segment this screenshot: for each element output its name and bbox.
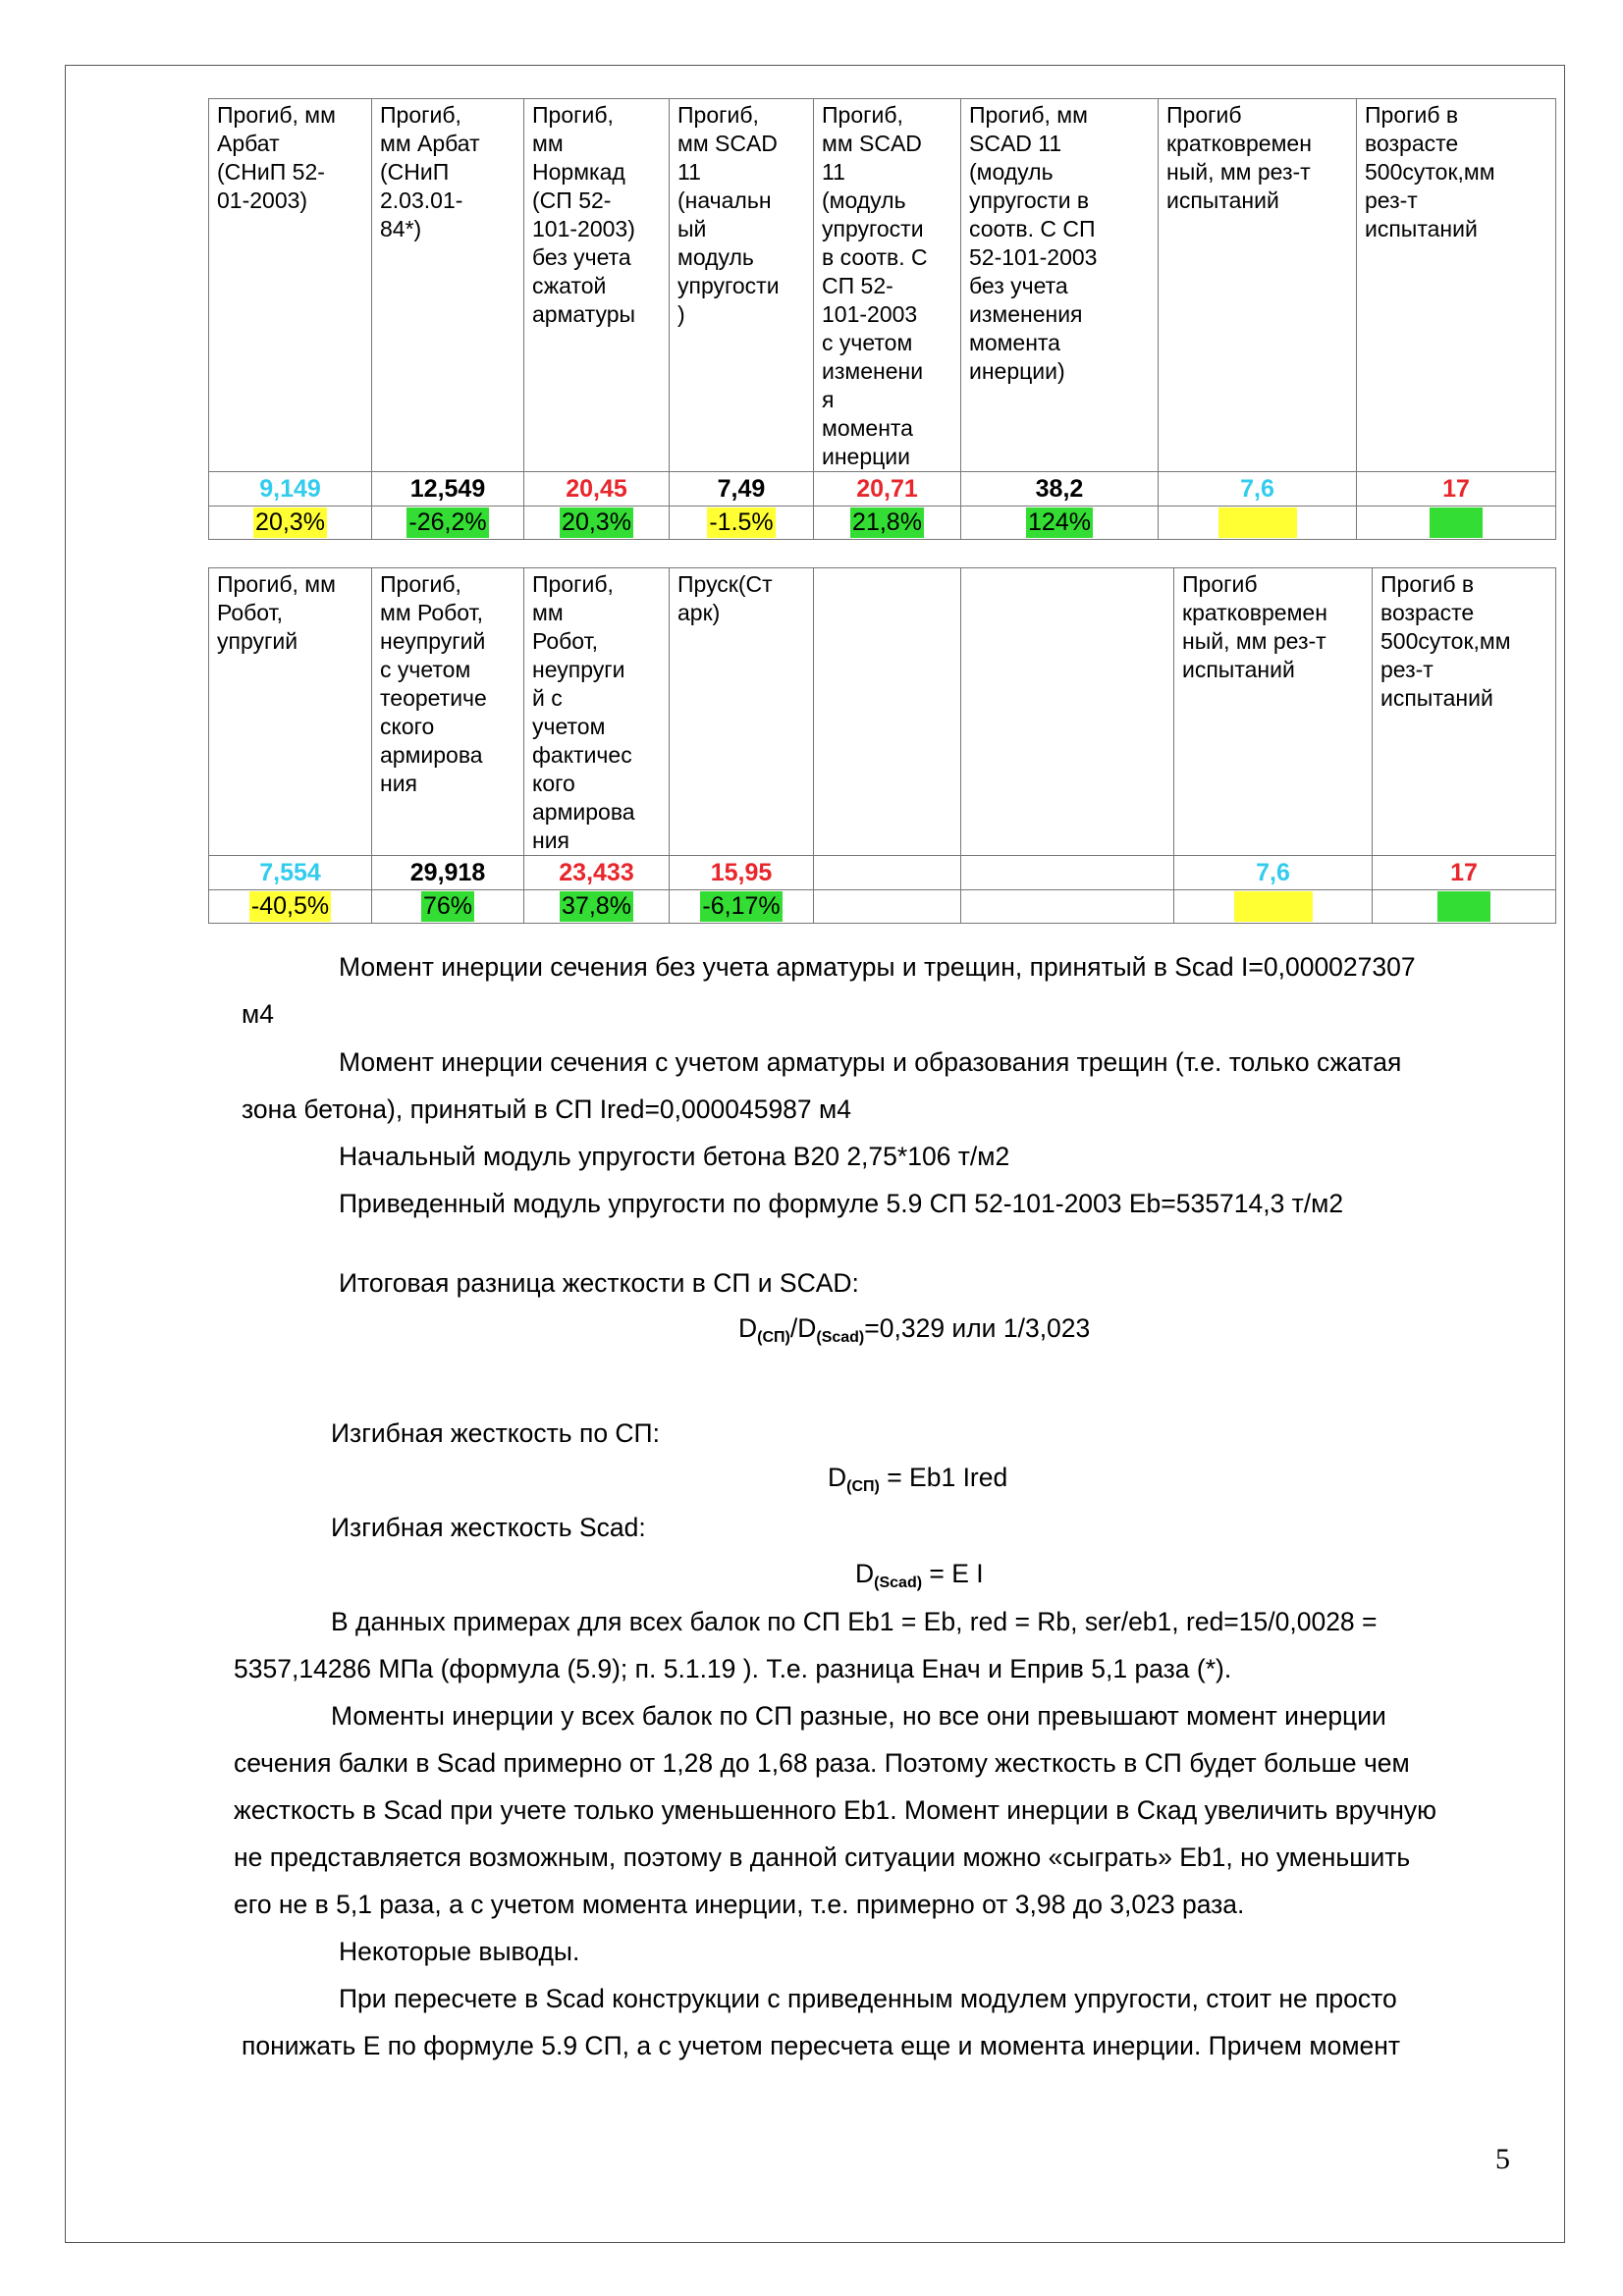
header-cell: Прогиб, мм Нормкад (СП 52- 101-2003) без учета сжатой арматуры <box>524 99 670 472</box>
value-cell: 7,6 <box>1159 472 1357 507</box>
table-percent-row <box>209 890 1556 924</box>
value-cell: 7,49 <box>670 472 814 507</box>
formula-stiffness-ratio: $D_{(СП)}/D_{(Scad)}=0,329$ или 1/3,023 <box>738 1313 1091 1346</box>
value-cell: 17 <box>1357 472 1556 507</box>
paragraph-conclusion-1-cont: понижать Е по формуле 5.9 СП, а с учетом пересчета еще и момента инерции. Причем момент <box>242 2031 1401 2060</box>
percent-cell: 37,8% <box>524 890 670 924</box>
header-cell: Прогиб, мм Арбат (СНиП 52- 01-2003) <box>209 99 372 472</box>
percent-cell: 20,3% <box>524 507 670 540</box>
percent-cell: 21,8% <box>814 507 961 540</box>
table-header-row <box>209 568 1556 856</box>
paragraph-moments-4: не представляется возможным, поэтому в данной ситуации можно «сыграть» Eb1, но уменьшить <box>234 1842 1411 1872</box>
percent-cell: -6,17% <box>670 890 814 924</box>
paragraph-stiffness-diff: Итоговая разница жесткости в СП и SCAD: <box>339 1268 859 1298</box>
paragraph-moments-5: его не в 5,1 раза, а с учетом момента инерции, т.е. примерно от 3,98 до 3,023 раза. <box>234 1890 1245 1919</box>
value-cell: 7,6 <box>1174 856 1373 890</box>
table-values-row <box>209 856 1556 890</box>
value-cell: 7,554 <box>209 856 372 890</box>
paragraph-moment-scad-cont: м4 <box>242 999 274 1029</box>
header-cell: Прогиб, мм SCAD 11 (модуль упругости в соотв. С СП 52-101-2003 без учета изменения момента инерции) <box>961 99 1159 472</box>
value-cell <box>961 856 1174 890</box>
percent-cell: -40,5% <box>209 890 372 924</box>
header-cell: Прогиб в возрасте 500суток,мм рез-т испытаний <box>1357 99 1556 472</box>
percent-cell: 76% <box>372 890 524 924</box>
header-cell: Прогиб кратковремен ный, мм рез-т испытаний <box>1174 568 1373 856</box>
percent-cell: 20,3% <box>209 507 372 540</box>
percent-cell: 124% <box>961 507 1159 540</box>
header-cell: Прогиб, мм Арбат (СНиП 2.03.01- 84*) <box>372 99 524 472</box>
header-cell: Прогиб, мм SCAD 11 (модуль упругости в соотв. С СП 52- 101-2003 с учетом изменени я момента инерции <box>814 99 961 472</box>
header-cell: Прогиб, мм SCAD 11 (начальн ый модуль упругости ) <box>670 99 814 472</box>
deflection-table-robot <box>208 567 1556 924</box>
paragraph-initial-modulus: Начальный модуль упругости бетона В20 2,75*106 т/м2 <box>339 1142 1010 1171</box>
paragraph-examples: В данных примерах для всех балок по СП Eb1 = Eb, red = Rb, ser/eb1, red=15/0,0028 = <box>331 1607 1378 1636</box>
value-cell: 17 <box>1373 856 1556 890</box>
percent-cell <box>1357 507 1556 540</box>
table-header-row <box>209 99 1556 472</box>
value-cell: 23,433 <box>524 856 670 890</box>
paragraph-conclusion-1: При пересчете в Scad конструкции с приведенным модулем упругости, стоит не просто <box>339 1984 1397 2013</box>
page-number: 5 <box>1495 2143 1510 2175</box>
paragraph-moments-2: сечения балки в Scad примерно от 1,28 до 1,68 раза. Поэтому жесткость в СП будет больше чем <box>234 1748 1410 1778</box>
table-values-row <box>209 472 1556 507</box>
paragraph-moments-3: жесткость в Scad при учете только уменьшенного Eb1. Момент инерции в Скад увеличить вручную <box>234 1795 1437 1825</box>
header-cell: Прогиб, мм Робот, упругий <box>209 568 372 856</box>
paragraph-reduced-modulus: Приведенный модуль упругости по формуле 5.9 СП 52-101-2003 Eb=535714,3 т/м2 <box>339 1189 1344 1218</box>
paragraph-bending-scad: Изгибная жесткость Scad: <box>331 1513 646 1542</box>
header-cell <box>814 568 961 856</box>
value-cell: 20,45 <box>524 472 670 507</box>
header-cell <box>961 568 1174 856</box>
value-cell: 29,918 <box>372 856 524 890</box>
value-cell: 9,149 <box>209 472 372 507</box>
value-cell: 12,549 <box>372 472 524 507</box>
table-percent-row <box>209 507 1556 540</box>
header-cell: Прогиб в возрасте 500суток,мм рез-т испытаний <box>1373 568 1556 856</box>
percent-cell: -1.5% <box>670 507 814 540</box>
paragraph-conclusions-heading: Некоторые выводы. <box>339 1937 580 1966</box>
highlight-block <box>1234 891 1313 922</box>
value-cell: 38,2 <box>961 472 1159 507</box>
percent-cell: -26,2% <box>372 507 524 540</box>
header-cell: Пруск(Ст арк) <box>670 568 814 856</box>
header-cell: Прогиб, мм Робот, неупруги й с учетом фактичес кого армирова ния <box>524 568 670 856</box>
formula-bending-scad: $D_{(Scad)} = E$ I <box>855 1559 984 1591</box>
percent-cell <box>814 890 961 924</box>
percent-cell <box>1174 890 1373 924</box>
formula-bending-sp: $D_{(СП)} = Eb1$ Ired <box>828 1463 1008 1495</box>
percent-cell <box>961 890 1174 924</box>
header-cell: Прогиб, мм Робот, неупругий с учетом теоретиче ского армирова ния <box>372 568 524 856</box>
paragraph-moment-sp-cont: зона бетона), принятый в СП Ired=0,000045987 м4 <box>242 1095 851 1124</box>
highlight-block <box>1430 507 1483 538</box>
paragraph-moment-sp: Момент инерции сечения с учетом арматуры и образования трещин (т.е. только сжатая <box>339 1047 1402 1077</box>
highlight-block <box>1218 507 1297 538</box>
value-cell: 20,71 <box>814 472 961 507</box>
value-cell <box>814 856 961 890</box>
header-cell: Прогиб кратковремен ный, мм рез-т испытаний <box>1159 99 1357 472</box>
deflection-table-arbat-scad <box>208 98 1556 540</box>
paragraph-examples-cont: 5357,14286 МПа (формула (5.9); п. 5.1.19 ). Т.е. разница Енач и Еприв 5,1 раза (*). <box>234 1654 1232 1683</box>
value-cell: 15,95 <box>670 856 814 890</box>
highlight-block <box>1437 891 1490 922</box>
percent-cell <box>1373 890 1556 924</box>
paragraph-moment-scad: Момент инерции сечения без учета арматуры и трещин, принятый в Scad I=0,000027307 <box>339 952 1416 982</box>
paragraph-moments: Моменты инерции у всех балок по СП разные, но все они превышают момент инерции <box>331 1701 1386 1731</box>
paragraph-bending-sp: Изгибная жесткость по СП: <box>331 1418 660 1448</box>
percent-cell <box>1159 507 1357 540</box>
